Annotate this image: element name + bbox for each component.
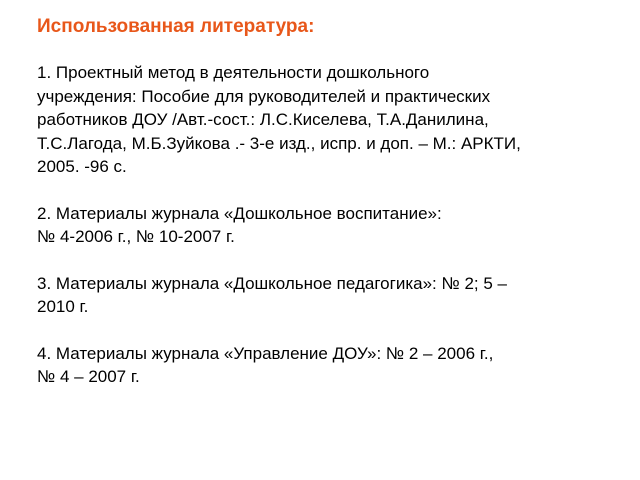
reference-line: 4. Материалы журнала «Управление ДОУ»: № 2 – 2006 г., [37, 343, 494, 363]
reference-line: 2005. -96 с. [37, 157, 127, 176]
reference-line: работников ДОУ /Авт.-сост.: Л.С.Киселева, Т.А.Данилина, [37, 110, 489, 129]
reference-line: № 4-2006 г., № 10-2007 г. [37, 227, 235, 246]
slide-title: Использованная литература: [37, 16, 315, 37]
reference-line: 2. Материалы журнала «Дошкольное воспитание»: [37, 203, 442, 223]
slide-content [37, 15, 617, 412]
reference-line: № 4 – 2007 г. [37, 367, 140, 386]
reference-item [37, 61, 617, 179]
reference-line: учреждения: Пособие для руководителей и практических [37, 86, 491, 106]
reference-line: 1. Проектный метод в деятельности дошкольного [37, 63, 430, 82]
reference-line: 2010 г. [37, 297, 89, 316]
reference-list [37, 61, 617, 389]
reference-line: 3. Материалы журнала «Дошкольное педагогика»: № 2; 5 – [37, 273, 507, 293]
reference-item [37, 342, 617, 389]
reference-item [37, 272, 617, 319]
reference-item [37, 202, 617, 249]
reference-line: Т.С.Лагода, М.Б.Зуйкова .- 3-е изд., испр. и доп. – М.: АРКТИ, [37, 133, 521, 153]
